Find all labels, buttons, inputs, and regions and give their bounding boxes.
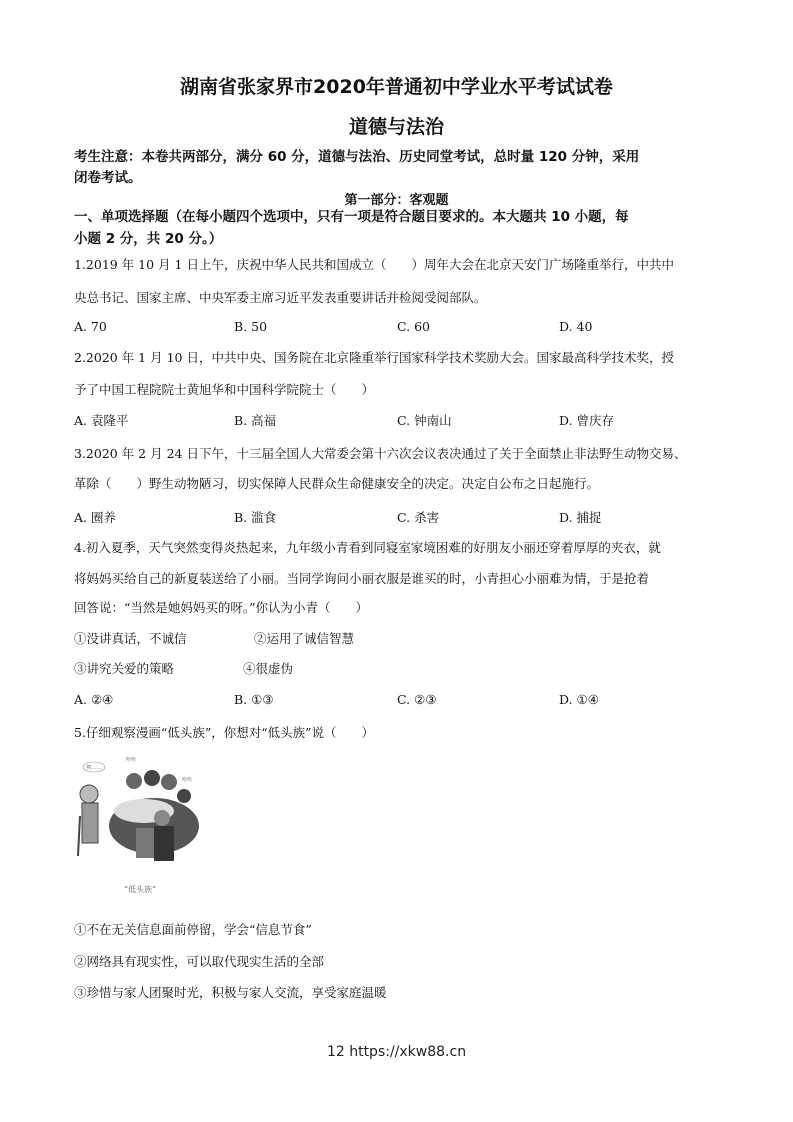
option-a: A. ②④: [74, 692, 114, 707]
statement-item: ②运用了诚信智慧: [254, 631, 355, 646]
question-text: 回答说：“当然是她妈妈买的呀。”你认为小青（ ）: [74, 600, 369, 615]
question-text: 1.2019 年 10 月 1 日上午，庆祝中华人民共和国成立（ ）周年大会在北京天安门广场隆重举行，中共中: [74, 257, 674, 272]
option-b: B. 50: [234, 319, 268, 334]
question-text: 将妈妈买给自己的新夏装送给了小丽。当同学询问小丽衣服是谁买的时，小青担心小丽难为情，于是抢着: [74, 571, 650, 586]
option-a: A. 70: [74, 319, 107, 334]
notice-line: 闭卷考试。: [74, 170, 142, 186]
bubble-text: 唉……: [86, 765, 102, 771]
bubble-text: 哈哈: [126, 757, 137, 763]
statement-item: ②网络具有现实性，可以取代现实生活的全部: [74, 954, 325, 969]
option-a: A. 圈养: [74, 510, 116, 525]
option-b: B. ①③: [234, 692, 274, 707]
option-d: D. 捕捉: [559, 510, 602, 525]
question-text: 央总书记、国家主席、中央军委主席习近平发表重要讲话并检阅受阅部队。: [74, 290, 487, 305]
option-c: C. 杀害: [397, 510, 440, 525]
option-c: C. ②③: [397, 692, 437, 707]
question-text: 3.2020 年 2 月 24 日下午，十三届全国人大常委会第十六次会议表决通过了关于全面禁止非法野生动物交易、: [74, 446, 687, 461]
page-title: 湖南省张家界市2020年普通初中学业水平考试试卷: [180, 76, 613, 98]
statement-item: ①不在无关信息面前停留，学会“信息节食”: [74, 922, 312, 937]
option-d: D. ①④: [559, 692, 599, 707]
option-d: D. 40: [559, 319, 593, 334]
bubble-text: 哈哈: [182, 777, 193, 783]
question-text: 予了中国工程院院士黄旭华和中国科学院院士（ ）: [74, 382, 375, 397]
section-heading: 小题 2 分，共 20 分。）: [74, 231, 223, 247]
cartoon-caption: “低头族”: [124, 885, 157, 894]
page-subtitle: 道德与法治: [348, 116, 444, 138]
option-c: C. 钟南山: [397, 413, 452, 428]
statement-item: ③珍惜与家人团聚时光，积极与家人交流，享受家庭温暖: [74, 985, 387, 1000]
question-text: 2.2020 年 1 月 10 日，中共中央、国务院在北京隆重举行国家科学技术奖励大会。国家最高科学技术奖，授: [74, 350, 674, 365]
option-d: D. 曾庆存: [559, 413, 615, 428]
part-heading: 第一部分：客观题: [344, 193, 449, 208]
notice-line: 考生注意：本卷共两部分，满分 60 分，道德与法治、历史同堂考试，总时量 120 分钟，采用: [74, 149, 640, 165]
option-b: B. 高福: [234, 413, 277, 428]
statement-item: ③讲究关爱的策略: [74, 661, 175, 676]
page-footer: 12 https://xkw88.cn: [326, 1044, 467, 1060]
cartoon-image: [74, 756, 204, 896]
question-text: 4.初入夏季，天气突然变得炎热起来，九年级小青看到同寝室家境困难的好朋友小丽还穿着厚厚的夹衣，就: [74, 540, 661, 555]
option-b: B. 滥食: [234, 510, 277, 525]
question-text: 革除（ ）野生动物陋习，切实保障人民群众生命健康安全的决定。决定自公布之日起施行。: [74, 476, 600, 491]
option-c: C. 60: [397, 319, 430, 334]
section-heading: 一、单项选择题（在每小题四个选项中，只有一项是符合题目要求的。本大题共 10 小题，每: [74, 209, 629, 225]
statement-item: ①没讲真话，不诚信: [74, 631, 187, 646]
option-a: A. 袁隆平: [74, 413, 129, 428]
statement-item: ④很虚伪: [243, 661, 294, 676]
question-text: 5.仔细观察漫画“低头族”，你想对“低头族”说（ ）: [74, 725, 374, 740]
